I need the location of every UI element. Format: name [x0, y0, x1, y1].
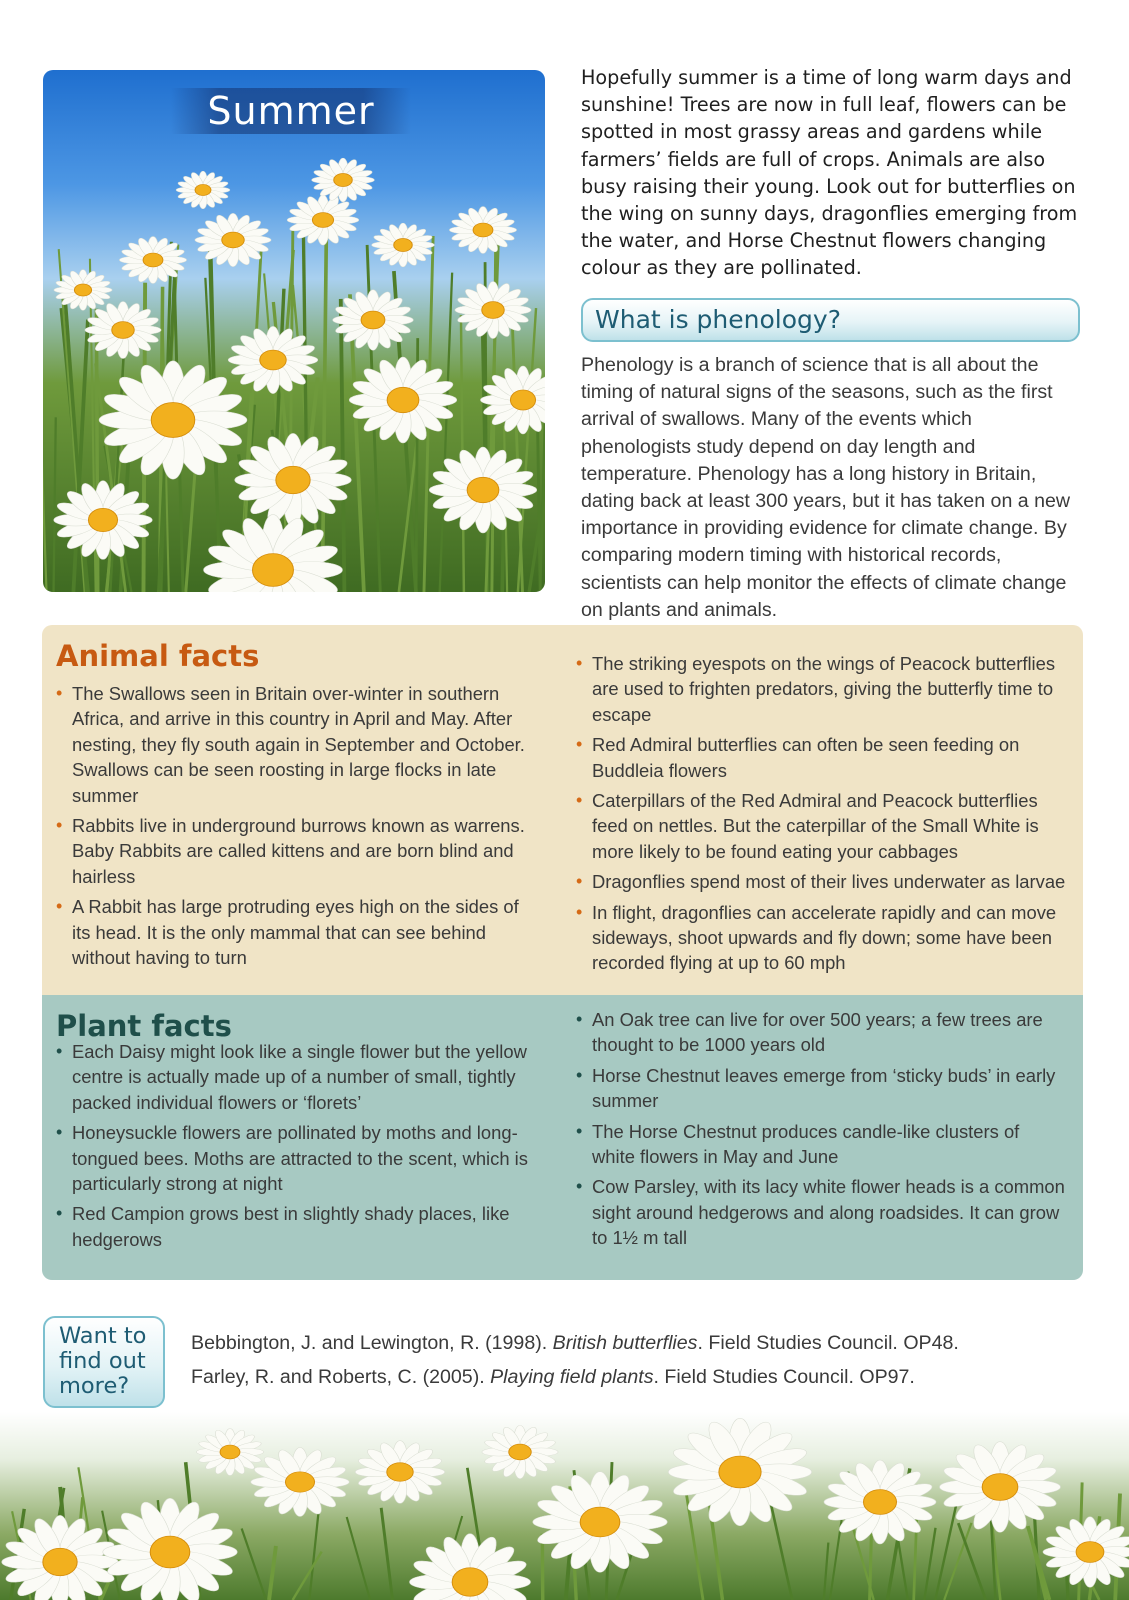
daisy-flower — [85, 301, 161, 358]
stem — [958, 1523, 986, 1600]
plant-fact-item: • Horse Chestnut leaves emerge from ‘sticky buds’ in early summer — [576, 1063, 1066, 1114]
daisy-flower — [410, 1534, 531, 1600]
phenology-heading: What is phenology? — [595, 305, 841, 334]
find-out-line: find out — [59, 1348, 146, 1374]
daisy-flower — [54, 270, 112, 311]
stem — [341, 299, 345, 592]
stem — [897, 1536, 907, 1600]
phenology-paragraph: Phenology is a branch of science that is all about the timing of natural signs of the seasons, such as the first arrival of swallows. Many of the events which phenologists study depend on day length and temperature. Phenology has a long history in Britain, dating back at least 300 years, but it has taken on a new importance in providing evidence for climate change. By comparing modern timing with historical records, scientists can help monitor the effects of climate change on plants and animals. — [581, 354, 1071, 621]
daisy-flower — [54, 481, 153, 560]
daisy-flower — [333, 290, 414, 350]
find-out-more-box — [43, 1316, 165, 1408]
stem — [381, 1508, 392, 1600]
daisy-flower — [355, 1441, 445, 1504]
daisy-flower — [455, 281, 531, 338]
stem — [269, 1546, 276, 1600]
plant-fact-item: • Honeysuckle flowers are pollinated by moths and long-tongued bees. Moths are attracted to the scent, which is particularly strong at night — [56, 1120, 536, 1196]
animal-fact-item: • A Rabbit has large protruding eyes high on the sides of its head. It is the only mammal that can see behind without having to turn — [56, 894, 536, 970]
daisy-flower — [480, 366, 545, 434]
stem — [347, 1517, 370, 1600]
daisy-flower — [1043, 1517, 1129, 1588]
animal-fact-item: • Red Admiral butterflies can often be seen feeding on Buddleia flowers — [576, 732, 1066, 783]
plant-fact-item: • Red Campion grows best in slightly shady places, like hedgerows — [56, 1201, 536, 1252]
stem — [54, 417, 56, 592]
reference-title: British butterflies — [552, 1332, 698, 1354]
plant-fact-item: • Cow Parsley, with its lacy white flower heads is a common sight around hedgerows and along roadsides. It can grow to 1½ m tall — [576, 1174, 1066, 1250]
daisy-flower — [2, 1515, 118, 1600]
daisy-flower — [449, 206, 516, 253]
reference-item — [191, 1360, 1071, 1394]
find-out-line: more? — [59, 1373, 130, 1399]
stem — [824, 1543, 829, 1600]
daisy-field-illustration — [43, 70, 545, 592]
animal-facts-left-list — [56, 681, 536, 975]
reference-authors: Bebbington, J. and Lewington, R. (1998). — [191, 1332, 553, 1354]
plant-facts-left-list — [56, 1039, 536, 1257]
plant-fact-item: • An Oak tree can live for over 500 years; a few trees are thought to be 1000 years old — [576, 1007, 1066, 1058]
daisy-strip-illustration — [0, 1412, 1129, 1600]
daisy-flower — [119, 236, 186, 283]
daisy-flower — [99, 361, 247, 479]
daisy-flower — [533, 1472, 667, 1573]
animal-facts-heading: Animal facts — [56, 639, 260, 673]
daisy-flower — [235, 433, 351, 526]
stem — [322, 233, 326, 592]
plant-fact-item: • Each Daisy might look like a single flower but the yellow centre is actually made up of a number of small, tightly packed individual flowers or ‘florets’ — [56, 1039, 536, 1115]
plant-facts-panel — [42, 995, 1083, 1280]
animal-fact-item: • Rabbits live in underground burrows known as warrens. Baby Rabbits are called kittens and are born blind and hairless — [56, 813, 536, 889]
animal-facts-right-list — [576, 651, 1066, 981]
plant-fact-item: • The Horse Chestnut produces candle-like clusters of white flowers in May and June — [576, 1119, 1066, 1170]
animal-fact-item: • Caterpillars of the Red Admiral and Peacock butterflies feed on nettles. But the caterpillar of the Small White is more likely to be found eating your cabbages — [576, 788, 1066, 864]
stem — [242, 1529, 267, 1600]
animal-fact-item: • The Swallows seen in Britain over-winter in southern Africa, and arrive in this country in April and May. After nesting, they fly south again in September and October. Swallows can be seen roosting in large flocks in late summer — [56, 681, 536, 808]
stem — [924, 1528, 935, 1600]
summer-title: Summer — [171, 88, 411, 134]
reference-item — [191, 1326, 1071, 1360]
animal-fact-item: • In flight, dragonflies can accelerate rapidly and can move sideways, shoot upwards and fly down; some have been recorded flying at up to 60 mph — [576, 900, 1066, 976]
animal-facts-panel — [42, 625, 1083, 995]
daisy-flower — [482, 1425, 558, 1478]
daisy-flower — [312, 158, 375, 202]
daisy-flower — [228, 326, 318, 393]
intro-paragraph: Hopefully summer is a time of long warm days and sunshine! Trees are now in full leaf, flowers can be spotted in most grassy areas and gardens while farmers’ fields are full of crops. Animals are also busy raising their young. Look out for butterflies on the wing on sunny days, dragonflies emerging from the water, and Horse Chestnut flowers changing colour as they are pollinated. — [581, 66, 1078, 280]
phenology-heading-box — [581, 298, 1080, 342]
references-list — [191, 1326, 1071, 1394]
daisy-flower — [372, 223, 435, 267]
daisy-flower — [824, 1460, 936, 1544]
plant-facts-right-list — [576, 1007, 1066, 1256]
reference-publisher: . Field Studies Council. OP97. — [653, 1366, 915, 1388]
bottom-daisy-photo — [0, 1412, 1129, 1600]
daisy-flower — [287, 195, 359, 245]
daisy-flower — [429, 447, 537, 533]
animal-fact-item: • Dragonflies spend most of their lives underwater as larvae — [576, 869, 1066, 894]
daisy-flower — [940, 1442, 1061, 1533]
stem — [518, 308, 536, 592]
daisy-flower — [195, 213, 271, 266]
stem — [440, 273, 452, 592]
daisy-flower — [349, 357, 457, 443]
daisy-flower — [251, 1448, 350, 1517]
find-out-line: Want to — [59, 1323, 147, 1349]
daisy-flower — [196, 1428, 263, 1475]
reference-authors: Farley, R. and Roberts, C. (2005). — [191, 1366, 491, 1388]
daisy-flower — [176, 171, 230, 209]
stem — [293, 1552, 322, 1600]
daisy-flower — [103, 1498, 237, 1600]
daisy-flower — [668, 1418, 811, 1526]
summer-photo — [43, 70, 545, 592]
stem — [43, 353, 47, 592]
reference-title: Playing field plants — [490, 1366, 654, 1388]
plant-facts-heading: Plant facts — [56, 1009, 232, 1043]
stem — [944, 1523, 971, 1600]
animal-fact-item: • The striking eyespots on the wings of Peacock butterflies are used to frighten predators, giving the butterfly time to escape — [576, 651, 1066, 727]
reference-publisher: . Field Studies Council. OP48. — [697, 1332, 959, 1354]
